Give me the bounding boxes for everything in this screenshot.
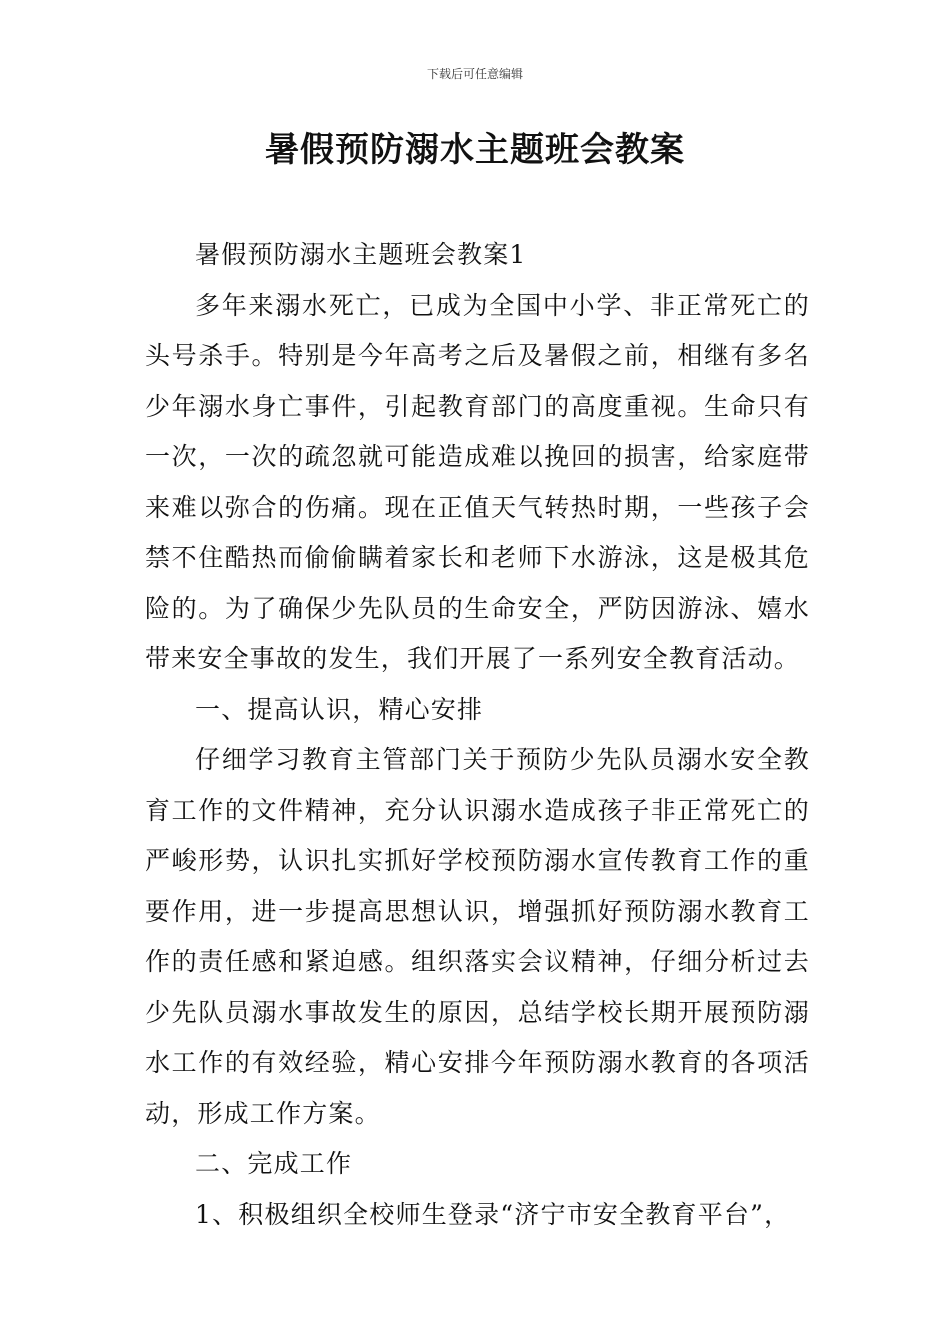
section2-heading: 二、完成工作	[195, 1149, 353, 1178]
section2-item-1: 1、积极组织全校师生登录“济宁市安全教育平台”，	[195, 1199, 791, 1229]
section1-heading: 一、提高认识，精心安排	[195, 694, 484, 724]
document-body	[145, 230, 810, 1240]
header-note: 下载后可任意编辑	[426, 67, 523, 81]
subtitle: 暑假预防溺水主题班会教案1	[195, 240, 527, 269]
intro-paragraph: 多年来溺水死亡，已成为全国中小学、非正常死亡的头号杀手。特别是今年高考之后及暑假之前，相继有多名少年溺水身亡事件，引起教育部门的高度重视。生命只有一次，一次的疏忽就可能造成难以挽回的损害，给家庭带来难以弥合的伤痛。现在正值天气转热时期，一些孩子会禁不住酷热而偷偷瞒着家长和老师下水游泳，这是极其危险的。为了确保少先队员的生命安全，严防因游泳、嬉水带来安全事故的发生，我们开展了一系列安全教育活动。	[145, 290, 810, 673]
document-title: 暑假预防溺水主题班会教案	[265, 130, 685, 170]
section1-paragraph: 仔细学习教育主管部门关于预防少先队员溺水安全教育工作的文件精神，充分认识溺水造成孩子非正常死亡的严峻形势，认识扎实抓好学校预防溺水宣传教育工作的重要作用，进一步提高思想认识，增强抓好预防溺水教育工作的责任感和紧迫感。组织落实会议精神，仔细分析过去少先队员溺水事故发生的原因，总结学校长期开展预防溺水工作的有效经验，精心安排今年预防溺水教育的各项活动，形成工作方案。	[145, 745, 810, 1128]
